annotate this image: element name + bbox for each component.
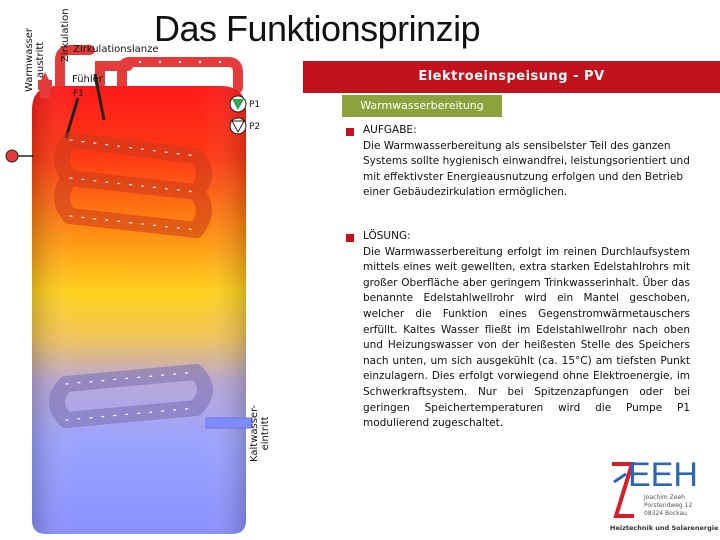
aufgabe-bullet-icon — [346, 128, 354, 136]
p2-label: P2 — [249, 122, 261, 132]
p1-label: P1 — [249, 100, 261, 110]
logo-line-2: Porstendweg 12 — [644, 502, 693, 509]
loesung-bullet-icon — [346, 234, 354, 242]
warmwasser-banner: Warmwasserbereitung — [342, 95, 502, 117]
aufgabe-heading: AUFGABE: — [363, 124, 417, 136]
loesung-text: Die Warmwasserbereitung erfolgt im reinen Durchlaufsystem mittels eines weit gewellten, extra starken Edelstahlrohrs mit großer Oberfläche aber geringem Trinkwasserinhalt. Über das benannte Edelstahlwellrohr wird ein Mantel geschoben, welcher die Funktion eines Gegenstromwärmetauschers erfüllt. Kaltes Wasser fließt im Edelstahlwellrohr nach oben und Heizungswasser von der heißesten Stelle des Speichers nach unten, um sich ausgekühlt (ca. 15°C) am tiefsten Punkt einzulagern. Dies erfolgt vorwiegend ohne Elektroenergie, im Schwerkraftsystem. Nur bei Spitzenzapfungen oder bei geringen Speichertemperaturen wird die Pumpe P1 modulierend zugeschaltet. — [363, 245, 690, 430]
kaltwasser-eintritt-label: Kaltwasser- eintritt — [249, 404, 271, 462]
pump-p2-icon — [230, 118, 246, 134]
aufgabe-section — [363, 123, 690, 201]
loesung-heading: LÖSUNG: — [363, 230, 411, 242]
cold-water-inlet-pipe — [206, 418, 252, 428]
pump-p1-icon — [230, 96, 246, 112]
aufgabe-text: Die Warmwasserbereitung als sensibelster Teil des ganzen Systems sollte hygienisch einwandfrei, leistungsorientiert und mit effektivster Energieausnutzung erfolgen und den Betrieb einer Gebäudezirkulation ermöglichen. — [363, 139, 690, 199]
logo-footer: Heiztechnik und Solarenergie — [610, 524, 719, 532]
zirkulation-label: Zirkulation — [60, 8, 71, 62]
fuehler-label: Fühler — [72, 74, 103, 85]
f1-label: F1 — [73, 89, 84, 99]
logo-line-3: 08324 Bockau — [644, 510, 687, 517]
loesung-section — [363, 229, 690, 432]
logo-brand: EEH — [628, 456, 698, 494]
pv-banner: Elektroeinspeisung - PV — [303, 61, 720, 93]
page-title: Das Funktionsprinzip — [154, 8, 481, 49]
zirkulationslanze-label: Zirkulationslanze — [73, 44, 159, 55]
logo-line-1: Joachim Zeeh — [644, 494, 685, 501]
side-sensor-icon — [6, 150, 18, 162]
warmwasser-austritt-label: Warmwasser austritt — [24, 27, 46, 92]
zeeh-logo — [610, 456, 719, 536]
